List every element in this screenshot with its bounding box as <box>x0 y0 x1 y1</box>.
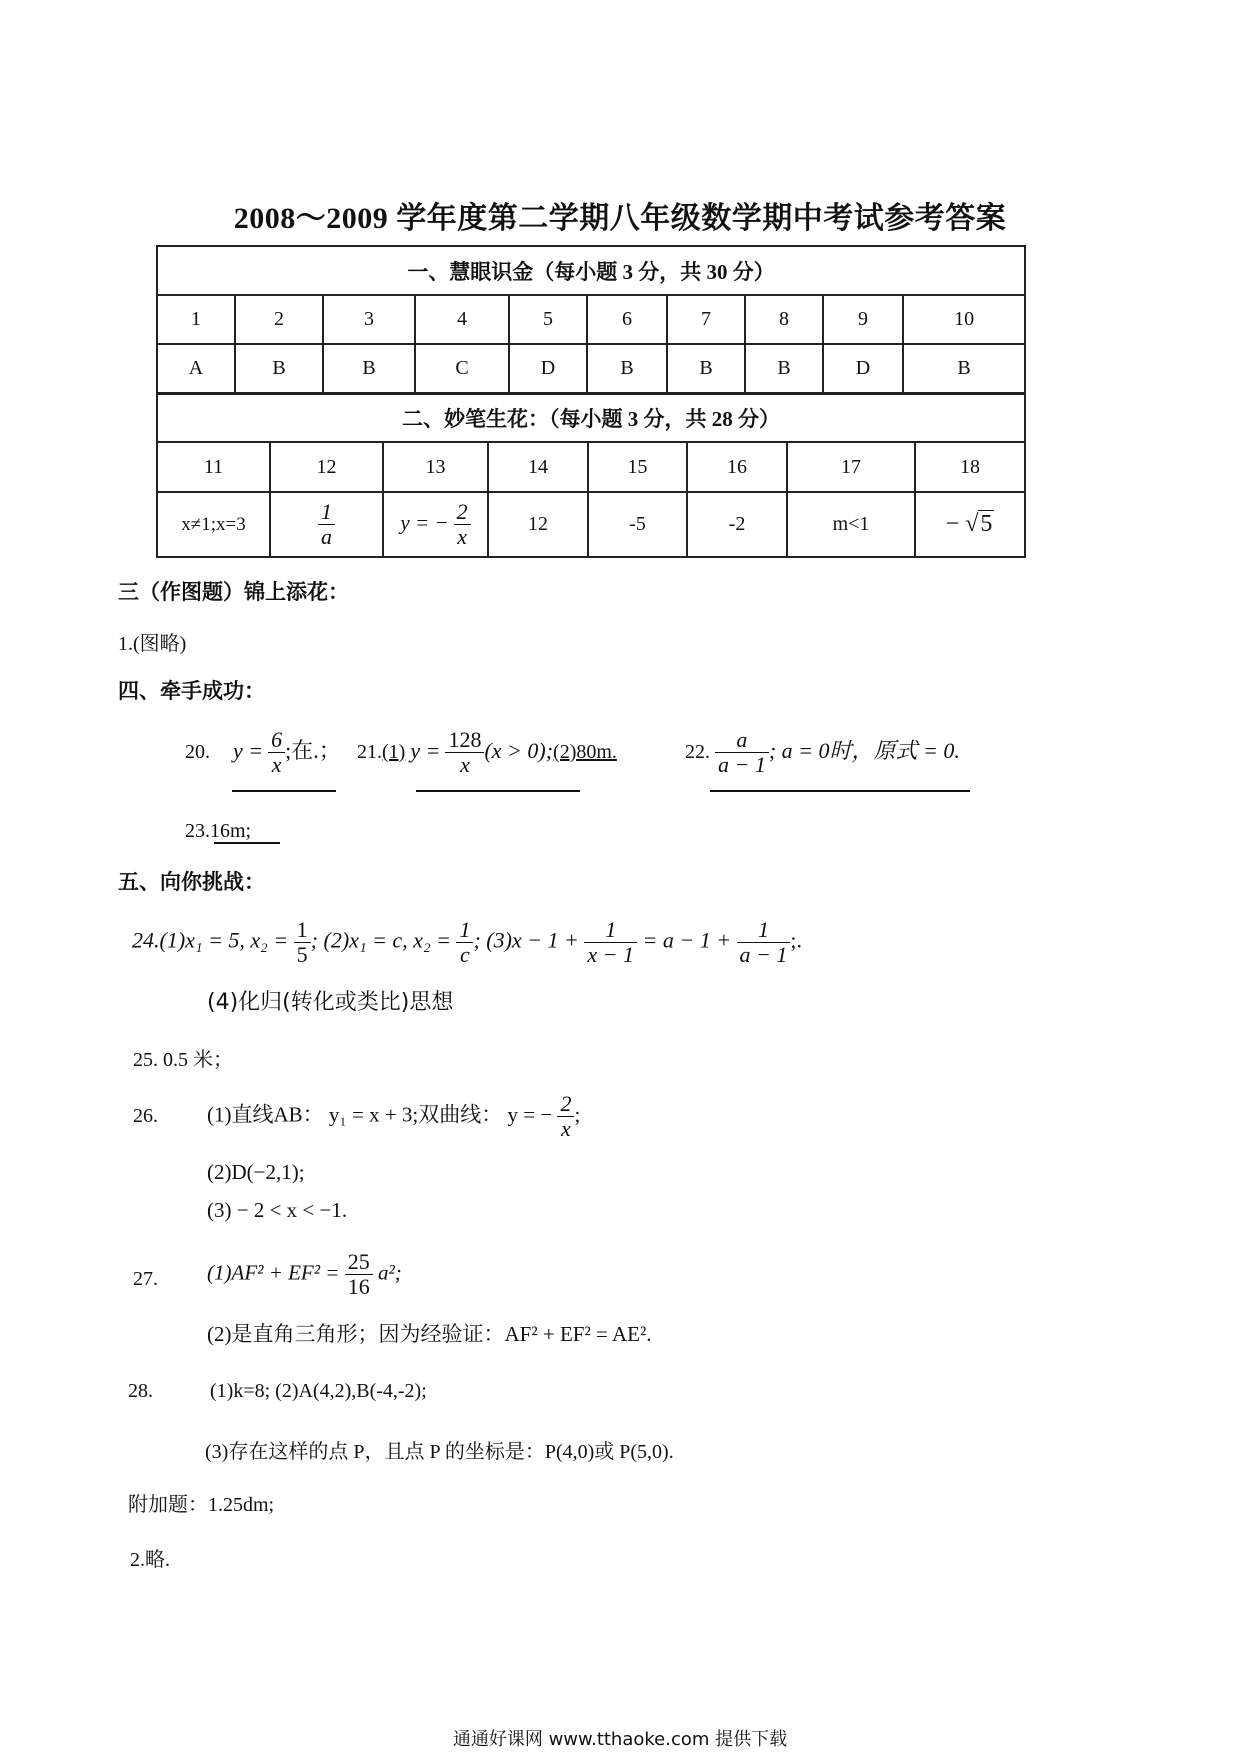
q26-answer-line3: (3) − 2 < x < −1. <box>207 1198 348 1222</box>
question-number: 15 <box>588 442 687 492</box>
question-number: 7 <box>667 295 745 344</box>
section2-answers-row <box>157 492 1025 557</box>
question-number: 12 <box>270 442 383 492</box>
question-number: 5 <box>509 295 587 344</box>
answer-cell: C <box>415 344 509 393</box>
section3-header: 三（作图题）锦上添花： <box>118 579 349 604</box>
fraction: $\frac{25}{16}$ <box>345 1250 373 1299</box>
q28-answer-line1: (1)k=8; (2)A(4,2),B(-4,-2); <box>210 1380 427 1402</box>
question-number: 6 <box>587 295 667 344</box>
section1-answers-row <box>157 344 1025 393</box>
answer-cell: y = − $\frac{2}{x}$ <box>383 492 488 557</box>
answer-cell: B <box>587 344 667 393</box>
question-number: 16 <box>687 442 787 492</box>
answer-cell: -2 <box>687 492 787 557</box>
q26-answer-line1: (1)直线AB： y₁ = x + 3;双曲线： y = − $\frac{2}{x}$ ; <box>207 1091 581 1142</box>
q28-answer-line2: (3)存在这样的点 P，且点 P 的坐标是：P(4,0)或 P(5,0). <box>205 1441 674 1463</box>
fraction: $\frac{1}{x - 1}$ <box>584 918 637 967</box>
q27-answer-line2: (2)是直角三角形；因为经验证：AF² + EF² = AE². <box>207 1322 652 1346</box>
sqrt-icon: √ <box>965 511 979 537</box>
q26-label: 26. <box>133 1105 158 1127</box>
fraction: $\frac{1}{a - 1}$ <box>737 918 791 967</box>
extra-question-1: 附加题：1.25dm; <box>128 1494 275 1516</box>
answer-cell: 12 <box>488 492 588 557</box>
answer-cell: B <box>235 344 323 393</box>
fraction: $\frac{1}{c}$ <box>456 918 473 967</box>
answer-table-section2 <box>156 393 1026 558</box>
answer-underline <box>214 842 280 844</box>
section5-header: 五、向你挑战： <box>118 869 265 894</box>
answer-table-section1 <box>156 245 1026 394</box>
q26-answer-line2: (2)D(−2,1); <box>207 1160 305 1184</box>
question-number: 4 <box>415 295 509 344</box>
section4-header: 四、牵手成功： <box>118 678 265 703</box>
question-number: 13 <box>383 442 488 492</box>
answer-cell: B <box>903 344 1025 393</box>
question-number: 14 <box>488 442 588 492</box>
q28-label: 28. <box>128 1380 153 1402</box>
question-number: 17 <box>787 442 915 492</box>
fraction: $\frac{2}{x}$ <box>454 500 471 549</box>
q24-answer-line1: 24.(1)x₁ = 5, x₂ = $\frac{1}{5}$ ; (2)x₁ = c, x₂ = $\frac{1}{c}$ ; (3)x − 1 + $\frac{1}{x - 1}$ = a − 1 + $\frac{1}{a - 1}$ ;. <box>132 917 803 968</box>
answer-cell: A <box>157 344 235 393</box>
answer-cell: B <box>745 344 823 393</box>
page-title: 2008～2009 学年度第二学期八年级数学期中考试参考答案 <box>233 202 1007 235</box>
answer-cell <box>270 492 383 557</box>
question-number: 10 <box>903 295 1025 344</box>
question-number: 3 <box>323 295 415 344</box>
q22-answer: 22. $\frac{a}{a - 1}$ ; a = 0时，原式 = 0. <box>685 727 960 778</box>
answer-cell: B <box>323 344 415 393</box>
footer-source: 通通好课网 www.tthaoke.com 提供下载 <box>452 1729 788 1750</box>
extra-question-2: 2.略. <box>130 1549 170 1571</box>
fraction: $\frac{1}{5}$ <box>294 918 311 967</box>
section1-numbers-row <box>157 295 1025 344</box>
fraction: $\frac{2}{x}$ <box>557 1092 574 1141</box>
answer-cell: -5 <box>588 492 687 557</box>
q23-answer: 23.16m; <box>185 820 252 842</box>
fraction: $\frac{a}{a - 1}$ <box>715 728 769 777</box>
question-number: 18 <box>915 442 1025 492</box>
answer-underline <box>232 790 336 792</box>
answer-cell: − √5 <box>915 492 1025 557</box>
fraction: $\frac{128}{x}$ <box>445 728 484 777</box>
question-number: 9 <box>823 295 903 344</box>
answer-cell: D <box>509 344 587 393</box>
answer-cell: m<1 <box>787 492 915 557</box>
answer-cell: B <box>667 344 745 393</box>
section3-answer: 1.(图略) <box>118 633 187 655</box>
question-number: 2 <box>235 295 323 344</box>
q27-label: 27. <box>133 1268 158 1290</box>
answer-cell: D <box>823 344 903 393</box>
answer-underline <box>416 790 580 792</box>
answer-underline <box>710 790 970 792</box>
section2-header: 二、妙笔生花：（每小题 3 分，共 28 分） <box>157 394 1025 442</box>
q24-answer-line2: (4)化归(转化或类比)思想 <box>207 990 454 1015</box>
fraction: $\frac{1}{a}$ <box>318 500 335 549</box>
fraction: $\frac{6}{x}$ <box>268 728 285 777</box>
section1-header: 一、慧眼识金（每小题 3 分，共 30 分） <box>157 246 1025 295</box>
q21-answer: 21.(1) y = $\frac{128}{x}$ (x > 0);(2)80m. <box>357 727 617 778</box>
q25-answer: 25. 0.5 米； <box>133 1049 233 1071</box>
section2-numbers-row <box>157 442 1025 492</box>
q20-answer: 20. y = $\frac{6}{x}$ ;在.； <box>185 727 341 778</box>
answer-cell: x≠1;x=3 <box>157 492 270 557</box>
question-number: 11 <box>157 442 270 492</box>
question-number: 1 <box>157 295 235 344</box>
question-number: 8 <box>745 295 823 344</box>
q27-answer-line1: (1)AF² + EF² = $\frac{25}{16}$ a²; <box>207 1249 402 1300</box>
